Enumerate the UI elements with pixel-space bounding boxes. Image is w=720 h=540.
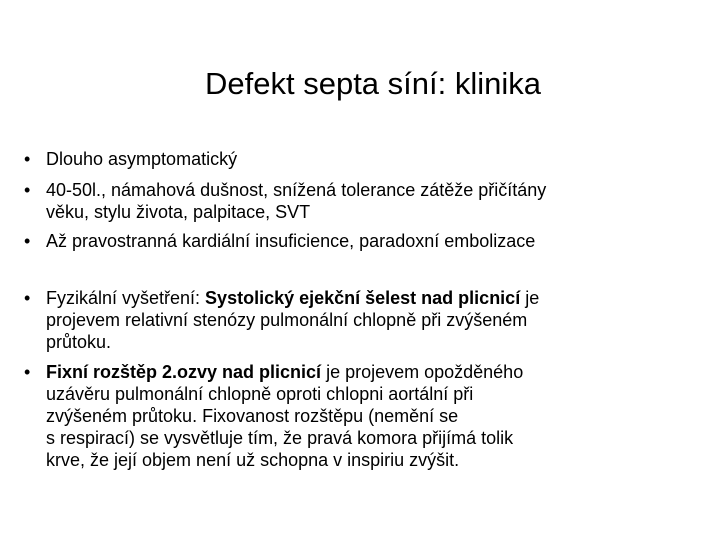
text-run: Fyzikální vyšetření:	[46, 288, 206, 308]
bold-text-run: Fixní rozštěp 2.ozvy nad plicnicí	[46, 362, 322, 382]
bullet-text	[46, 179, 686, 223]
bullet-line: uzávěru pulmonální chlopně oproti chlopni aortální při	[46, 384, 474, 404]
slide-title: Defekt septa síní: klinika	[205, 66, 541, 101]
bullet-line: zvýšeném průtoku. Fixovanost rozštěpu (nemění se	[46, 406, 459, 426]
text-run: je	[520, 288, 540, 308]
bullet-text	[46, 287, 686, 353]
bullet-text: Dlouho asymptomatický	[46, 149, 238, 169]
bullet-marker: •	[24, 149, 31, 169]
bullet-text	[46, 361, 686, 471]
bullet-line: krve, že její objem není už schopna v inspiriu zvýšit.	[46, 450, 460, 470]
bullet-line	[46, 287, 686, 309]
bullet-line: projevem relativní stenózy pulmonální chlopně při zvýšeném	[46, 310, 528, 330]
bullet-marker: •	[24, 288, 31, 308]
bullet-marker: •	[24, 231, 31, 251]
bold-text-run: Systolický ejekční šelest nad plicnicí	[205, 288, 521, 308]
bullet-line: průtoku.	[46, 332, 112, 352]
bullet-line	[46, 361, 686, 383]
bullet-line: s respirací) se vysvětluje tím, že pravá komora přijímá tolik	[46, 428, 514, 448]
text-run: je projevem opožděného	[321, 362, 524, 382]
bullet-marker: •	[24, 362, 31, 382]
bullet-line: 40-50l., námahová dušnost, snížená tolerance zátěže přičítány	[46, 180, 547, 200]
bullet-line: věku, stylu života, palpitace, SVT	[46, 202, 311, 222]
bullet-text: Až pravostranná kardiální insuficience, paradoxní embolizace	[46, 231, 536, 251]
bullet-marker: •	[24, 180, 31, 200]
